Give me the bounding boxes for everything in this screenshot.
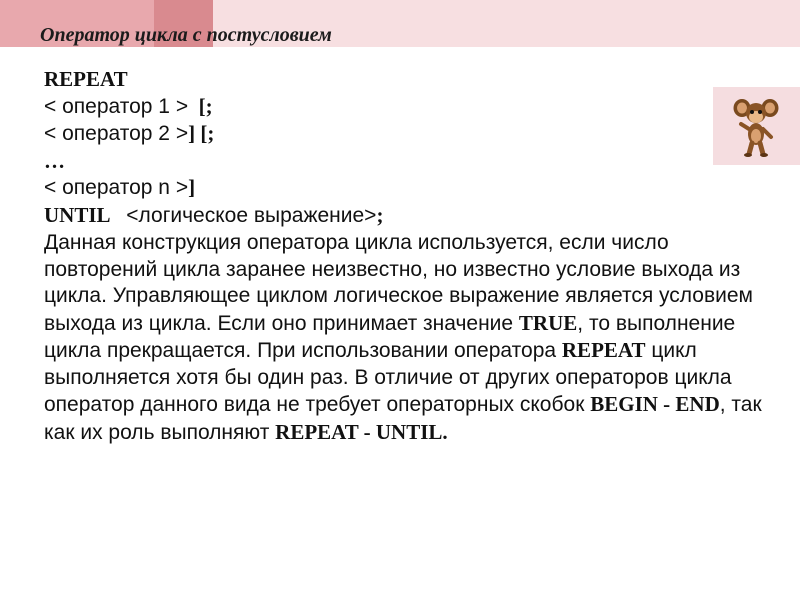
code-line-ellipsis xyxy=(44,148,774,175)
slide-title: Оператор цикла с постусловием xyxy=(40,24,332,46)
code-line-n xyxy=(44,174,774,202)
statement-1: < оператор 1 > xyxy=(44,94,189,118)
statement-n: < оператор n > xyxy=(44,176,189,199)
ellipsis: … xyxy=(44,148,65,173)
keyword-repeat: REPEAT xyxy=(44,67,128,91)
keyword-begin-end: BEGIN - END xyxy=(590,392,720,416)
code-line-repeat xyxy=(44,66,774,93)
description-paragraph: Данная конструкция оператора цикла используется, если число повторений цикла заранее неизвестно, но известно условие выхода из цикла. Управляющее циклом логическое выражение является условием выхода из цикла. Если оно принимает значение TRUE, то выполнение цикла прекращается. При использовании оператора REPEAT цикл выполняется хотя бы один раз. В отличие от других операторов цикла оператор данного вида не требует операторных скобок BEGIN - END, так как их роль выполняют REPEAT - UNTIL. xyxy=(44,231,762,444)
keyword-until: UNTIL xyxy=(44,202,111,227)
bracket-2: ] [; xyxy=(188,121,215,145)
bracket-1: [; xyxy=(198,93,213,118)
code-line-1 xyxy=(44,93,774,121)
statement-2: < оператор 2 > xyxy=(44,122,189,145)
slide-body xyxy=(44,66,774,446)
code-line-2 xyxy=(44,120,774,148)
until-semicolon: ; xyxy=(376,202,384,227)
keyword-repeat-inline: REPEAT xyxy=(561,338,646,362)
bracket-n: ] xyxy=(188,175,196,199)
keyword-repeat-until: REPEAT - UNTIL xyxy=(275,419,443,444)
code-line-until xyxy=(44,202,774,230)
until-expression: <логическое выражение> xyxy=(126,203,377,227)
keyword-true: TRUE xyxy=(518,310,578,335)
